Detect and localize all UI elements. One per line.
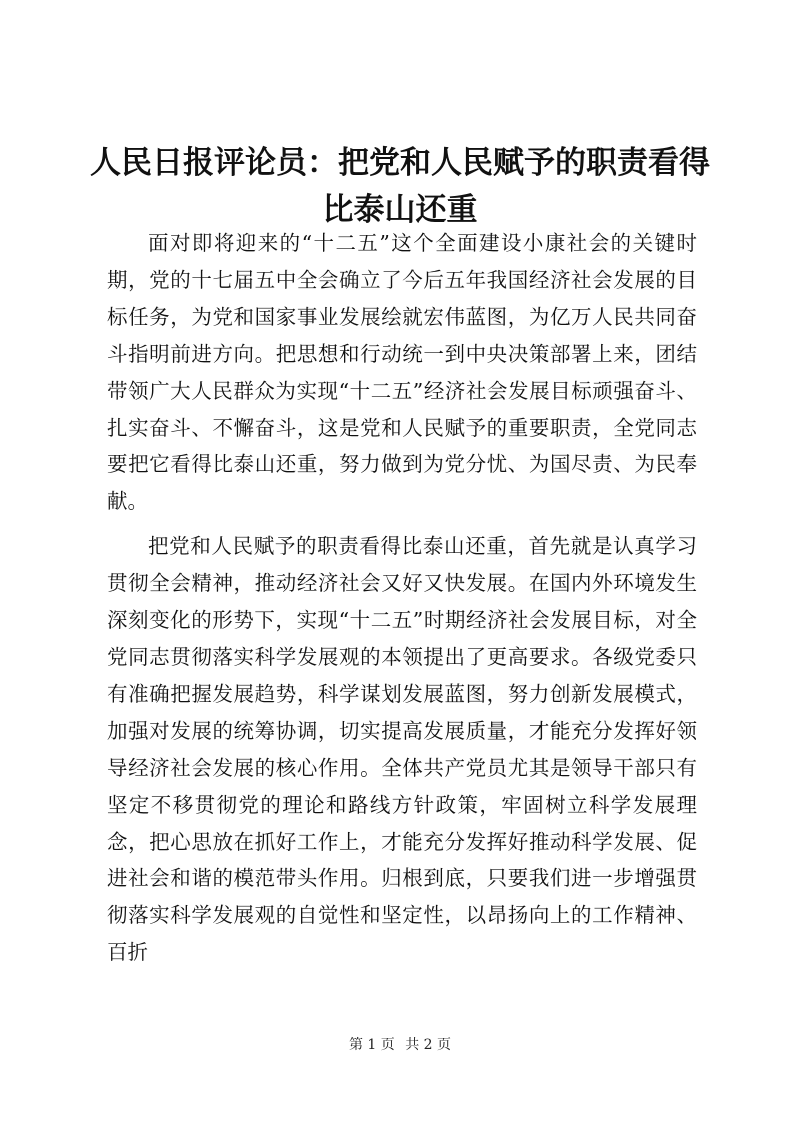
page-total: 共 2 页 <box>405 1037 452 1053</box>
title-line-2: 比泰山还重 <box>322 192 478 228</box>
page-footer <box>0 1035 800 1055</box>
paragraph-2: 把党和人民赋予的职责看得比泰山还重，首先就是认真学习贯彻全会精神，推动经济社会又好又快发展。在国内外环境发生深刻变化的形势下，实现“十二五”时期经济社会发展目标，对全党同志贯彻落实科学发展观的本领提出了更高要求。各级党委只有准确把握发展趋势，科学谋划发展蓝图，努力创新发展模式，加强对发展的统筹协调，切实提高发展质量，才能充分发挥好领导经济社会发展的核心作用。全体共产党员尤其是领导干部只有坚定不移贯彻党的理论和路线方针政策，牢固树立科学发展理念，把心思放在抓好工作上，才能充分发挥好推动科学发展、促进社会和谐的模范带头作用。归根到底，只要我们进一步增强贯彻落实科学发展观的自觉性和坚定性，以昂扬向上的工作精神、百折 <box>107 534 697 965</box>
page-number: 第 1 页 <box>348 1037 395 1053</box>
document-body <box>107 225 697 971</box>
title-line-1: 人民日报评论员：把党和人民赋予的职责看得 <box>90 145 710 181</box>
document-title <box>90 140 710 234</box>
paragraph-1: 面对即将迎来的“十二五”这个全面建设小康社会的关键时期，党的十七届五中全会确立了今后五年我国经济社会发展的目标任务，为党和国家事业发展绘就宏伟蓝图，为亿万人民共同奋斗指明前进方向。把思想和行动统一到中央决策部署上来，团结带领广大人民群众为实现“十二五”经济社会发展目标顽强奋斗、扎实奋斗、不懈奋斗，这是党和人民赋予的重要职责，全党同志要把它看得比泰山还重，努力做到为党分忧、为国尽责、为民奉献。 <box>107 231 697 514</box>
